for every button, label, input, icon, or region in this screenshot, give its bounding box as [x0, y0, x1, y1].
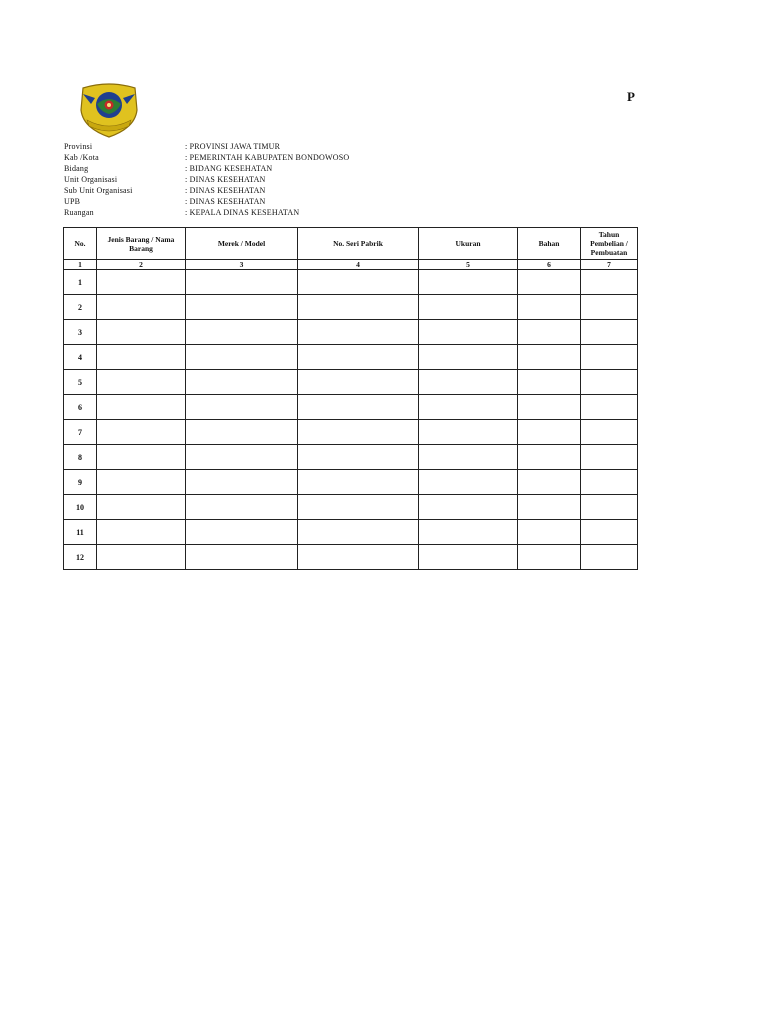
table-row [64, 270, 638, 295]
row-number: 9 [64, 470, 97, 495]
table-cell [97, 545, 186, 570]
column-header-no-seri-pabrik: No. Seri Pabrik [298, 228, 419, 260]
table-cell [518, 320, 581, 345]
row-number: 3 [64, 320, 97, 345]
table-cell [581, 495, 638, 520]
table-cell [298, 295, 419, 320]
table-row [64, 445, 638, 470]
table-cell [97, 295, 186, 320]
table-cell [186, 420, 298, 445]
column-header-no: No. [64, 228, 97, 260]
table-cell [419, 345, 518, 370]
info-value: : KEPALA DINAS KESEHATAN [185, 208, 300, 217]
seal-emblem-core [107, 103, 111, 107]
table-cell [186, 445, 298, 470]
column-header-jenis-barang: Jenis Barang / Nama Barang [97, 228, 186, 260]
table-cell [298, 420, 419, 445]
table-cell [298, 495, 419, 520]
column-header-tahun: Tahun Pembelian / Pembuatan [581, 228, 638, 260]
table-row [64, 420, 638, 445]
table-row [64, 470, 638, 495]
info-value: : DINAS KESEHATAN [185, 186, 266, 195]
table-cell [419, 520, 518, 545]
table-row [64, 345, 638, 370]
table-cell [419, 470, 518, 495]
info-value: : DINAS KESEHATAN [185, 175, 266, 184]
info-label: Provinsi [64, 142, 93, 151]
table-cell [518, 495, 581, 520]
table-cell [581, 520, 638, 545]
info-label: Ruangan [64, 208, 94, 217]
info-label: UPB [64, 197, 81, 206]
table-cell [419, 270, 518, 295]
table-cell [518, 270, 581, 295]
inventory-table [63, 227, 638, 570]
column-number: 6 [518, 260, 581, 270]
table-cell [419, 395, 518, 420]
table-body [64, 270, 638, 570]
info-label: Sub Unit Organisasi [64, 186, 133, 195]
table-cell [97, 495, 186, 520]
table-cell [186, 545, 298, 570]
table-cell [97, 345, 186, 370]
page-title-fragment: P [627, 89, 635, 104]
column-number: 3 [186, 260, 298, 270]
table-row [64, 370, 638, 395]
table-cell [581, 320, 638, 345]
table-cell [186, 520, 298, 545]
table-cell [518, 345, 581, 370]
row-number: 5 [64, 370, 97, 395]
table-cell [518, 395, 581, 420]
table-cell [419, 420, 518, 445]
table-cell [97, 420, 186, 445]
table-cell [186, 320, 298, 345]
table-row [64, 520, 638, 545]
table-cell [298, 520, 419, 545]
table-row [64, 395, 638, 420]
column-header-ukuran: Ukuran [419, 228, 518, 260]
table-cell [97, 520, 186, 545]
info-value: : PEMERINTAH KABUPATEN BONDOWOSO [185, 153, 350, 162]
table-row [64, 320, 638, 345]
table-cell [97, 270, 186, 295]
table-header-row [64, 228, 638, 260]
table-row [64, 495, 638, 520]
table-cell [518, 370, 581, 395]
table-cell [298, 395, 419, 420]
column-number-row [64, 260, 638, 270]
table-cell [419, 370, 518, 395]
info-label: Kab /Kota [64, 153, 99, 162]
table-cell [581, 370, 638, 395]
column-number: 7 [581, 260, 638, 270]
row-number: 8 [64, 445, 97, 470]
table-cell [186, 295, 298, 320]
table-cell [419, 445, 518, 470]
table-cell [581, 395, 638, 420]
table-cell [298, 270, 419, 295]
row-number: 7 [64, 420, 97, 445]
info-label: Unit Organisasi [64, 175, 118, 184]
table-row [64, 545, 638, 570]
table-cell [419, 320, 518, 345]
table-cell [419, 495, 518, 520]
info-value: : BIDANG KESEHATAN [185, 164, 273, 173]
table-cell [581, 545, 638, 570]
government-seal-logo [77, 82, 141, 138]
info-label: Bidang [64, 164, 89, 173]
table-cell [298, 545, 419, 570]
table-cell [97, 395, 186, 420]
row-number: 11 [64, 520, 97, 545]
table-cell [186, 270, 298, 295]
info-value: : DINAS KESEHATAN [185, 197, 266, 206]
column-number: 1 [64, 260, 97, 270]
table-cell [581, 270, 638, 295]
table-cell [518, 445, 581, 470]
row-number: 6 [64, 395, 97, 420]
column-number: 5 [419, 260, 518, 270]
table-cell [97, 445, 186, 470]
table-cell [419, 295, 518, 320]
table-cell [581, 445, 638, 470]
table-cell [518, 520, 581, 545]
column-number: 2 [97, 260, 186, 270]
table-cell [298, 445, 419, 470]
table-cell [581, 470, 638, 495]
table-cell [97, 320, 186, 345]
row-number: 12 [64, 545, 97, 570]
table-cell [298, 320, 419, 345]
table-cell [97, 470, 186, 495]
table-cell [186, 395, 298, 420]
table-cell [518, 545, 581, 570]
table-cell [186, 345, 298, 370]
table-cell [298, 370, 419, 395]
table-cell [97, 370, 186, 395]
table-cell [186, 370, 298, 395]
row-number: 10 [64, 495, 97, 520]
table-cell [518, 420, 581, 445]
table-cell [298, 470, 419, 495]
row-number: 4 [64, 345, 97, 370]
table-cell [186, 470, 298, 495]
row-number: 1 [64, 270, 97, 295]
table-cell [581, 345, 638, 370]
column-header-bahan: Bahan [518, 228, 581, 260]
row-number: 2 [64, 295, 97, 320]
table-cell [419, 545, 518, 570]
table-cell [518, 295, 581, 320]
table-cell [186, 495, 298, 520]
info-value: : PROVINSI JAWA TIMUR [185, 142, 281, 151]
table-cell [298, 345, 419, 370]
table-cell [581, 420, 638, 445]
column-header-merek-model: Merek / Model [186, 228, 298, 260]
table-cell [518, 470, 581, 495]
table-row [64, 295, 638, 320]
column-number: 4 [298, 260, 419, 270]
table-cell [581, 295, 638, 320]
